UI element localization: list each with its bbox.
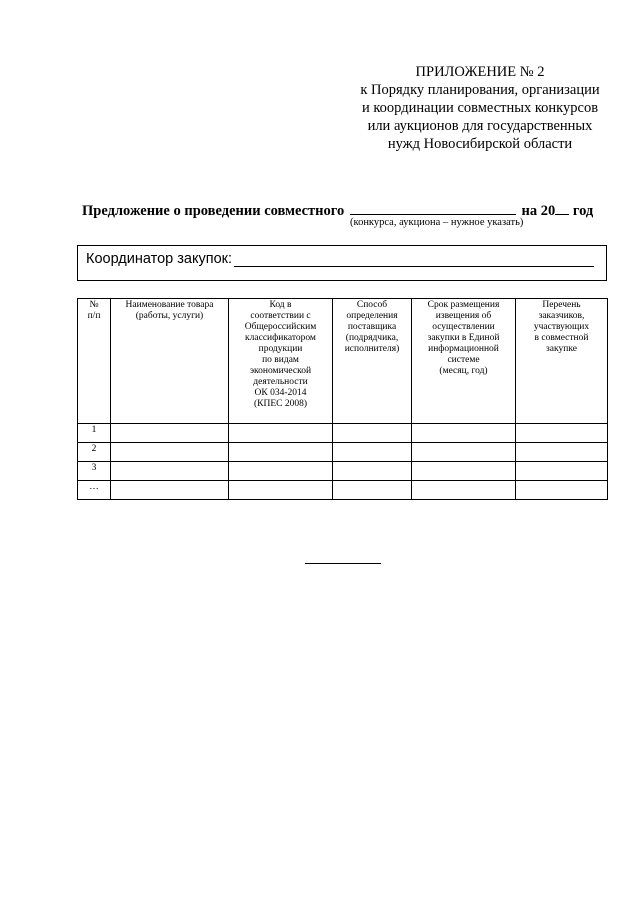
table-cell[interactable]	[516, 462, 608, 481]
appendix-line: и координации совместных конкурсов	[361, 100, 599, 116]
table-cell[interactable]	[229, 424, 333, 443]
header-number: № п/п	[78, 299, 111, 424]
table-cell[interactable]	[412, 443, 516, 462]
table-cell[interactable]	[516, 424, 608, 443]
header-customers: Перечень заказчиков, участвующих в совместной закупке	[516, 299, 608, 424]
table-row	[78, 481, 608, 500]
procedure-type-hint: (конкурса, аукциона – нужное указать)	[350, 217, 524, 228]
table-cell[interactable]	[229, 443, 333, 462]
header-okpd-code: Код в соответствии с Общероссийским классификатором продукции по видам экономической деятельности ОК 034-2014 (КПЕС 2008)	[229, 299, 333, 424]
table-cell[interactable]	[111, 462, 229, 481]
coordinator-label: Координатор закупок:	[86, 251, 233, 267]
table-cell[interactable]	[229, 462, 333, 481]
table-cell[interactable]	[111, 481, 229, 500]
row-number: …	[78, 481, 111, 500]
row-number: 3	[78, 462, 111, 481]
year-blank[interactable]	[555, 201, 569, 215]
table-cell[interactable]	[333, 443, 412, 462]
appendix-line: к Порядку планирования, организации	[360, 82, 600, 98]
table-cell[interactable]	[111, 424, 229, 443]
coordinator-box	[77, 245, 607, 281]
appendix-line: или аукционов для государственных	[367, 118, 593, 134]
appendix-header	[330, 63, 630, 153]
table-cell[interactable]	[412, 462, 516, 481]
table-header-row	[78, 299, 608, 424]
procedure-type-blank[interactable]	[350, 201, 516, 215]
table-cell[interactable]	[229, 481, 333, 500]
table-cell[interactable]	[412, 424, 516, 443]
table-cell[interactable]	[333, 462, 412, 481]
coordinator-field[interactable]	[234, 266, 594, 267]
end-separator-line	[305, 563, 381, 564]
proposal-prefix: Предложение о проведении совместного	[82, 203, 345, 219]
table-cell[interactable]	[516, 443, 608, 462]
table-cell[interactable]	[516, 481, 608, 500]
header-supplier-method: Способ определения поставщика (подрядчика, исполнителя)	[333, 299, 412, 424]
appendix-line: нужд Новосибирской области	[387, 136, 573, 152]
appendix-title: ПРИЛОЖЕНИЕ № 2	[415, 64, 545, 80]
row-number: 1	[78, 424, 111, 443]
procurement-table	[77, 298, 608, 500]
table-row	[78, 443, 608, 462]
table-cell[interactable]	[333, 481, 412, 500]
table-cell[interactable]	[111, 443, 229, 462]
table-cell[interactable]	[333, 424, 412, 443]
header-item-name: Наименование товара (работы, услуги)	[111, 299, 229, 424]
row-number: 2	[78, 443, 111, 462]
table-row	[78, 424, 608, 443]
proposal-suffix: год	[572, 203, 594, 219]
header-notice-date: Срок размещения извещения об осуществлении закупки в Единой информационной системе (месяц, год)	[412, 299, 516, 424]
table-row	[78, 462, 608, 481]
proposal-middle: на 20	[521, 203, 556, 219]
table-cell[interactable]	[412, 481, 516, 500]
